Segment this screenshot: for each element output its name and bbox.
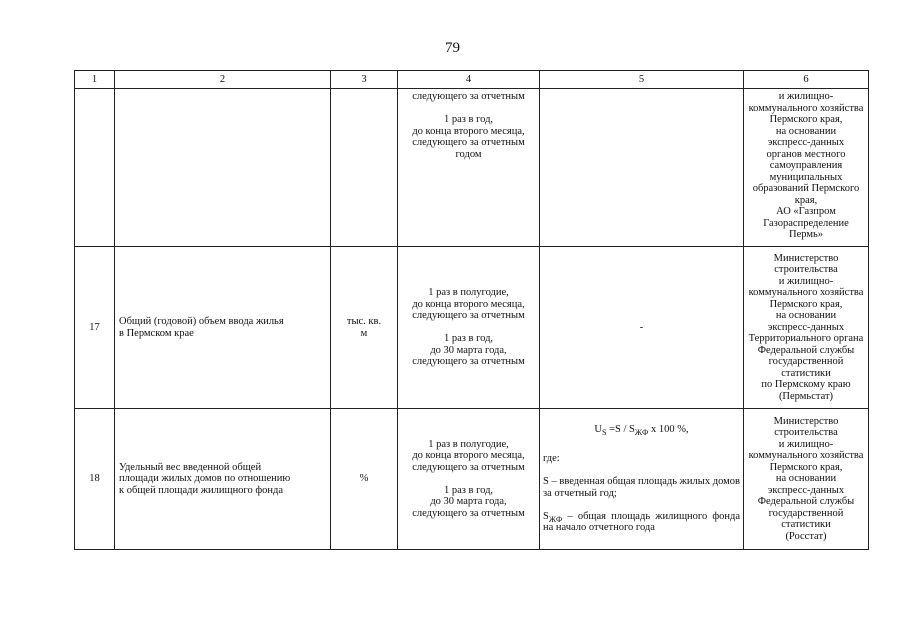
header-cell-3: 3 [331,71,398,89]
unit-of-measure: тыс. кв. м [331,247,398,409]
formula-mid: =S / S [606,424,635,436]
data-source: Министерство строительства и жилищно- коммунального хозяйства Пермского края, на основании экспресс-данных Федеральной службы государственной статистики (Росстат) [744,409,869,550]
reporting-period: 1 раз в полугодие, до конца второго месяца, следующего за отчетным 1 раз в год, до 30 марта года, следующего за отчетным [398,247,540,409]
header-cell-2: 2 [115,71,331,89]
row-number: 18 [75,409,115,550]
header-cell-1: 1 [75,71,115,89]
row-number: 17 [75,247,115,409]
indicator-name: Общий (годовой) объем ввода жилья в Пермском крае [115,247,331,409]
header-cell-4: 4 [398,71,540,89]
formula-s-subscript: ЖФ [634,428,649,438]
indicator-name: Удельный вес введенной общей площади жилых домов по отношению к общей площади жилищного фонда [115,409,331,550]
calculation-formula [540,409,744,550]
unit-of-measure [331,89,398,247]
sjf-subscript: ЖФ [548,514,563,524]
reporting-period: 1 раз в полугодие, до конца второго месяца, следующего за отчетным 1 раз в год, до 30 марта года, следующего за отчетным [398,409,540,550]
table-header-row [75,71,869,89]
table-row [75,89,869,247]
header-cell-5: 5 [540,71,744,89]
calculation-formula: - [540,247,744,409]
formula-tail: x 100 %, [648,424,689,436]
header-cell-6: 6 [744,71,869,89]
sjf-symbol: S [543,510,549,522]
indicators-table [74,70,869,550]
data-source: и жилищно- коммунального хозяйства Пермского края, на основании экспресс-данных органов местного самоуправления муниципальных образований Пермского края, АО «Газпром Газораспределение Пермь» [744,89,869,247]
unit-of-measure: % [331,409,398,550]
page-number: 79 [445,40,460,56]
calculation-formula [540,89,744,247]
indicator-name [115,89,331,247]
formula-where: где: [543,453,560,465]
formula-sjf-definition [543,511,740,534]
row-number [75,89,115,247]
formula-expression [543,424,740,436]
sjf-definition-text: – общая площадь жилищного фонда на начало отчетного года [543,510,740,534]
table-row [75,409,869,550]
formula-u: U [594,424,602,436]
reporting-period: следующего за отчетным 1 раз в год, до конца второго месяца, следующего за отчетным годом [398,89,540,247]
data-source: Министерство строительства и жилищно- коммунального хозяйства Пермского края, на основании экспресс-данных Территориального органа Федеральной службы государственной статистики по Пермскому краю (Пермьстат) [744,247,869,409]
table-row [75,247,869,409]
formula-s-definition: S – введенная общая площадь жилых домов за отчетный год; [543,476,740,499]
formula-u-subscript: S [601,428,607,438]
